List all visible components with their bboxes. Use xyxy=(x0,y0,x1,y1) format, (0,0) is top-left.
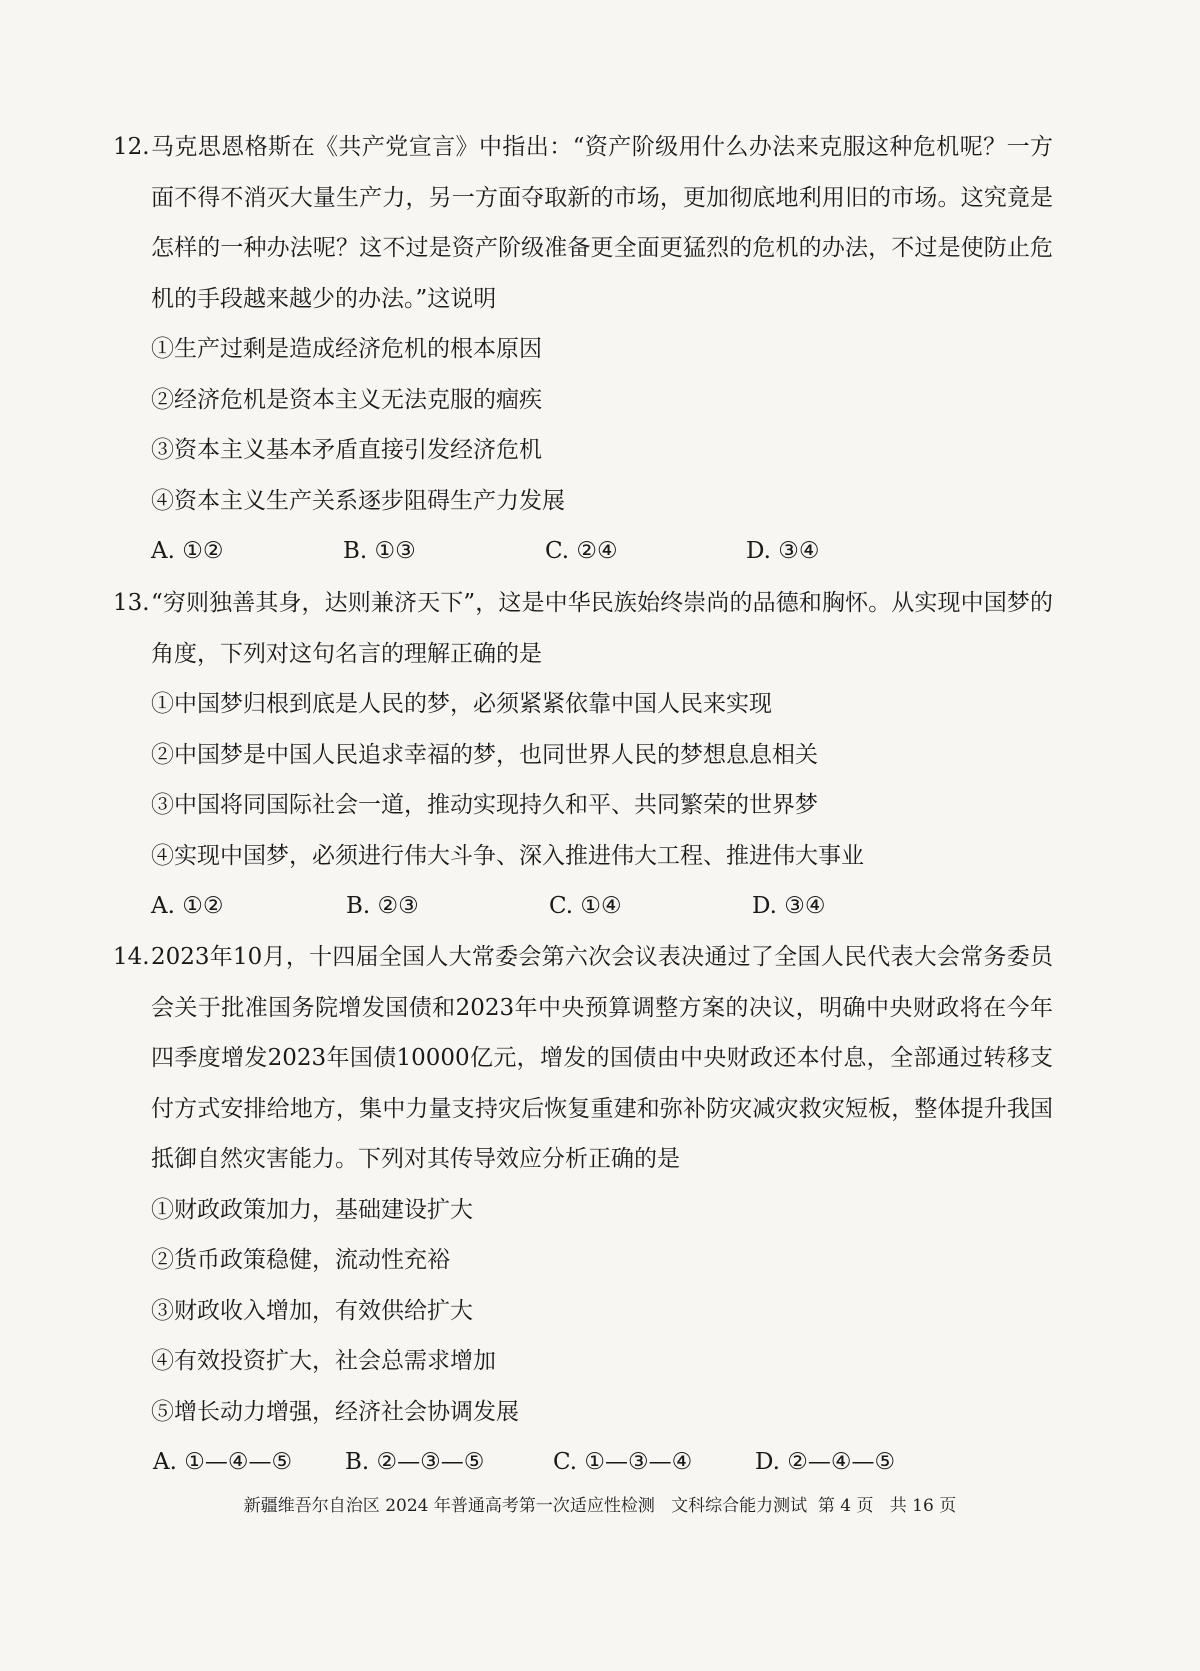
exam-title: 新疆维吾尔自治区 2024 年普通高考第一次适应性检测 xyxy=(243,1496,655,1516)
page-number: 第 4 页 xyxy=(817,1496,874,1516)
statement-3: ③中国将同国际社会一道，推动实现持久和平、共同繁荣的世界梦 xyxy=(151,792,818,818)
statement-2: ②经济危机是资本主义无法克服的痼疾 xyxy=(151,386,542,413)
option-a: A. ①② xyxy=(151,893,224,919)
question-14 xyxy=(113,932,1053,1488)
question-text: “穷则独善其身，达则兼济天下”，这是中华民族始终崇尚的品德和胸怀。从实现中国梦的角度，下列对这句名言的理解正确的是 xyxy=(151,590,1053,667)
option-c: C. ①—③—④ xyxy=(553,1449,693,1475)
question-stem xyxy=(113,122,1053,324)
page-footer xyxy=(0,1494,1200,1518)
question-stem xyxy=(113,578,1053,679)
statement-2: ②货币政策稳健，流动性充裕 xyxy=(151,1247,450,1273)
question-13 xyxy=(113,578,1053,932)
question-number: 14. xyxy=(113,944,150,970)
statement-3: ③资本主义基本矛盾直接引发经济危机 xyxy=(151,437,542,463)
option-a: A. ①② xyxy=(151,538,224,564)
option-b: B. ②③ xyxy=(346,893,419,919)
option-c: C. ①④ xyxy=(549,893,622,919)
option-c: C. ②④ xyxy=(545,538,618,564)
question-number: 13. xyxy=(113,590,150,616)
question-12 xyxy=(113,122,1053,577)
page-total: 共 16 页 xyxy=(889,1496,957,1516)
question-stem xyxy=(113,932,1053,1185)
statement-1: ①财政政策加力，基础建设扩大 xyxy=(151,1196,473,1223)
option-d: D. ③④ xyxy=(752,893,826,919)
option-d: D. ③④ xyxy=(746,538,820,564)
question-number: 12. xyxy=(113,134,150,160)
statement-4: ④实现中国梦，必须进行伟大斗争、深入推进伟大工程、推进伟大事业 xyxy=(151,842,864,869)
statement-1: ①生产过剩是造成经济危机的根本原因 xyxy=(151,336,542,362)
statement-1: ①中国梦归根到底是人民的梦，必须紧紧依靠中国人民来实现 xyxy=(151,691,772,717)
statement-2: ②中国梦是中国人民追求幸福的梦，也同世界人民的梦想息息相关 xyxy=(151,741,818,768)
answer-options xyxy=(113,526,1053,577)
statement-3: ③财政收入增加，有效供给扩大 xyxy=(151,1297,473,1324)
answer-options xyxy=(113,1437,1053,1488)
subject-name: 文科综合能力测试 xyxy=(671,1496,808,1516)
option-a: A. ①—④—⑤ xyxy=(153,1449,293,1475)
answer-options xyxy=(113,881,1053,932)
statement-4: ④有效投资扩大，社会总需求增加 xyxy=(151,1348,496,1374)
question-text: 2023年10月，十四届全国人大常委会第六次会议表决通过了全国人民代表大会常务委员会关于批准国务院增发国债和2023年中央预算调整方案的决议，明确中央财政将在今年四季度增发2023年国债10000亿元，增发的国债由中央财政还本付息，全部通过转移支付方式安排给地方，集中力量支持灾后恢复重建和弥补防灾减灾救灾短板，整体提升我国抵御自然灾害能力。下列对其传导效应分析正确的是 xyxy=(151,944,1053,1172)
option-b: B. ①③ xyxy=(343,538,416,564)
question-text: 马克思恩格斯在《共产党宣言》中指出：“资产阶级用什么办法来克服这种危机呢？一方面不得不消灭大量生产力，另一方面夺取新的市场，更加彻底地利用旧的市场。这究竟是怎样的一种办法呢？这不过是资产阶级准备更全面更猛烈的危机的办法，不过是使防止危机的手段越来越少的办法。”这说明 xyxy=(151,134,1053,312)
option-d: D. ②—④—⑤ xyxy=(755,1449,896,1475)
statement-4: ④资本主义生产关系逐步阻碍生产力发展 xyxy=(151,487,565,514)
option-b: B. ②—③—⑤ xyxy=(345,1449,485,1475)
statement-5: ⑤增长动力增强，经济社会协调发展 xyxy=(151,1398,519,1425)
